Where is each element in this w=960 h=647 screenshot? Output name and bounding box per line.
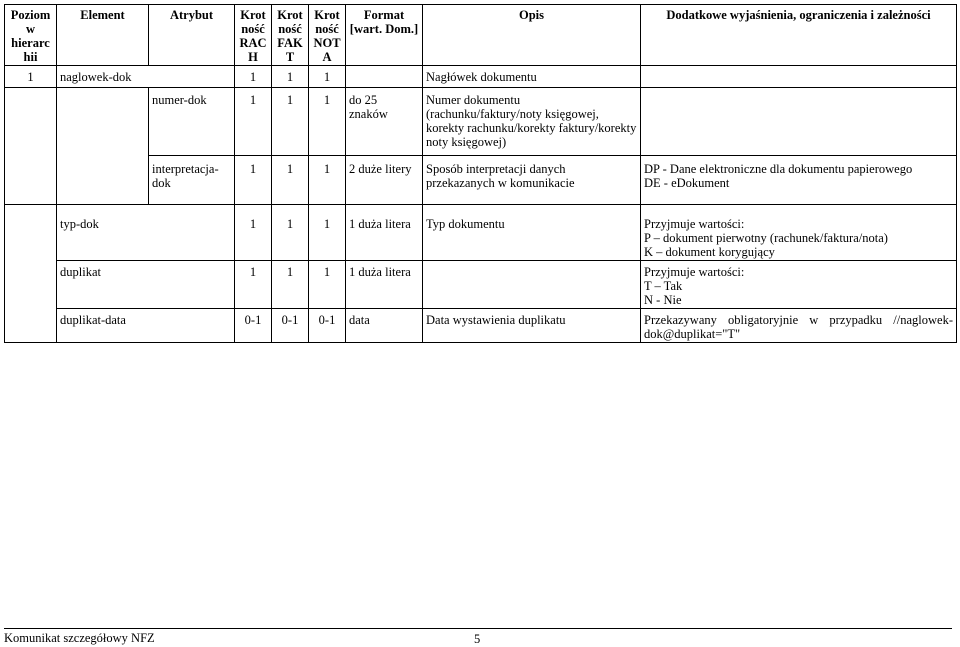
cell-notes (641, 156, 957, 205)
header-row (5, 5, 957, 66)
cell-count-rach: 0-1 (235, 309, 272, 343)
cell-description: Numer dokumentu (rachunku/faktury/noty księgowej, korekty rachunku/korekty faktury/korekty noty księgowej) (423, 88, 641, 156)
cell-description (423, 261, 641, 309)
notes-line: DP - Dane elektroniczne dla dokumentu papierowego (644, 162, 913, 176)
table-row (5, 261, 957, 309)
cell-attribute: interpretacja-dok (149, 156, 235, 205)
cell-description: Sposób interpretacji danych przekazanych w komunikacie (423, 156, 641, 205)
cell-count-fakt: 0-1 (272, 309, 309, 343)
cell-element-empty (57, 88, 149, 205)
notes-line: DE - eDokument (644, 176, 730, 190)
cell-count-nota: 1 (309, 88, 346, 156)
notes-line: K – dokument korygujący (644, 245, 775, 259)
page-number: 5 (474, 632, 481, 646)
cell-notes (641, 66, 957, 88)
cell-count-nota: 1 (309, 66, 346, 88)
cell-attribute: duplikat (57, 261, 235, 309)
cell-count-fakt: 1 (272, 261, 309, 309)
header-description: Opis (423, 5, 641, 66)
cell-notes (641, 261, 957, 309)
cell-format: data (346, 309, 423, 343)
cell-level: 1 (5, 66, 57, 88)
header-attribute: Atrybut (149, 5, 235, 66)
header-count-nota: Krot ność NOT A (309, 5, 346, 66)
cell-format (346, 66, 423, 88)
cell-count-nota: 1 (309, 205, 346, 261)
cell-format: 2 duże litery (346, 156, 423, 205)
cell-count-nota: 1 (309, 261, 346, 309)
header-element: Element (57, 5, 149, 66)
cell-level-empty (5, 88, 57, 205)
cell-notes: Przekazywany obligatoryjnie w przypadku //naglowek-dok@duplikat="T" (641, 309, 957, 343)
header-count-rach: Krot ność RAC H (235, 5, 272, 66)
cell-format: do 25 znaków (346, 88, 423, 156)
cell-element: naglowek-dok (57, 66, 235, 88)
cell-count-rach: 1 (235, 261, 272, 309)
cell-count-rach: 1 (235, 88, 272, 156)
header-format: Format [wart. Dom.] (346, 5, 423, 66)
cell-notes (641, 88, 957, 156)
header-count-fakt: Krot ność FAK T (272, 5, 309, 66)
cell-count-fakt: 1 (272, 66, 309, 88)
cell-count-rach: 1 (235, 156, 272, 205)
header-notes: Dodatkowe wyjaśnienia, ograniczenia i zależności (641, 5, 957, 66)
cell-count-rach: 1 (235, 66, 272, 88)
cell-notes (641, 205, 957, 261)
cell-level-empty (5, 205, 57, 343)
notes-line: Przyjmuje wartości: (644, 217, 745, 231)
cell-attribute: numer-dok (149, 88, 235, 156)
cell-attribute: duplikat-data (57, 309, 235, 343)
cell-count-nota: 1 (309, 156, 346, 205)
cell-count-nota: 0-1 (309, 309, 346, 343)
table-row (5, 309, 957, 343)
cell-count-fakt: 1 (272, 156, 309, 205)
cell-count-fakt: 1 (272, 205, 309, 261)
cell-count-rach: 1 (235, 205, 272, 261)
cell-format: 1 duża litera (346, 261, 423, 309)
notes-line: N - Nie (644, 293, 682, 307)
cell-description: Data wystawienia duplikatu (423, 309, 641, 343)
table-row (5, 88, 957, 156)
cell-format: 1 duża litera (346, 205, 423, 261)
specification-table (4, 4, 957, 343)
table-row (5, 66, 957, 88)
notes-line: P – dokument pierwotny (rachunek/faktura/nota) (644, 231, 888, 245)
notes-line: Przyjmuje wartości: (644, 265, 745, 279)
page-footer (4, 628, 952, 646)
cell-attribute: typ-dok (57, 205, 235, 261)
cell-description: Nagłówek dokumentu (423, 66, 641, 88)
header-level: Poziom w hierarchii (5, 5, 57, 66)
notes-line: T – Tak (644, 279, 683, 293)
cell-description: Typ dokumentu (423, 205, 641, 261)
footer-title: Komunikat szczegółowy NFZ (4, 631, 155, 645)
table-row (5, 205, 957, 261)
cell-count-fakt: 1 (272, 88, 309, 156)
